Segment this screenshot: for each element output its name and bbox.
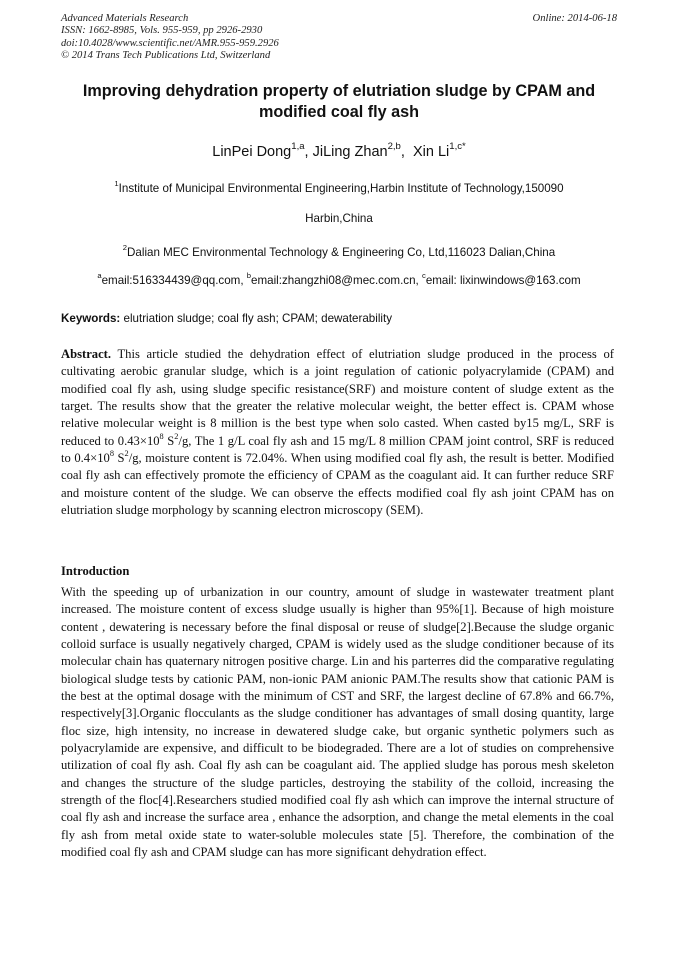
journal-header — [61, 13, 617, 63]
keywords-label: Keywords: — [61, 312, 121, 325]
email-mark: a — [97, 271, 102, 281]
email-link: email:516334439@qq.com, — [101, 274, 247, 287]
introduction-paragraph: With the speeding up of urbanization in our country, amount of sludge in wastewater treatment plant increased. The moisture content of excess sludge usually is higher than 95%[1]. Because of high moisture content , dewatering is necessary before the final disposal or reuse of sludge[2].Because the sludge organic colloid surface is usually negatively charged, CPAM is widely used as the sludge conditioner because of its molecular chain has quaternary nitrogen positive charge. Lin and his parterres did the comparative regulating biological sludge tests by cationic PAM, non-ionic PAM anionic PAM.The results show that cationic PAM is the best at the optimal dosage with the minimum of CST and SRF, the largest decline of 67.8% and 66.7%, respectively[3].Organic flocculants as the sludge conditioner has advantages of small dosing quantity, large floc size, high intensity, no increase in dewatered sludge cake, but organic synthetic polymers such as polyacrylamide are expensive, and difficult to be biodegraded. There are a lot of studies on comprehensive utilization of coal fly ash. Coal fly ash can be coagulant aid. The applied sludge has porous mesh skeleton and changes the structure of the sludge particles, destroying the stability of the colloid, increasing the strength of the floc[4].Researchers studied modified coal fly ash which can improve the internal structure of coal fly ash and increase the surface area , enhance the adsorption, and change the metal elements in the coal fly ash from metal oxide state to water-soluble molecules state [5]. Therefore, the combination of the modified coal fly ash and CPAM sludge can has more significant dehydration effect. — [61, 585, 614, 860]
exponent: 2 — [174, 431, 179, 441]
paper-title — [61, 81, 617, 123]
affiliation-text: Institute of Municipal Environmental Engineering,Harbin Institute of Technology,150090 — [118, 182, 564, 195]
affiliation-text: Dalian MEC Environmental Technology & Engineering Co, Ltd,116023 Dalian,China — [127, 246, 556, 259]
affiliation-2 — [40, 243, 638, 259]
exponent: 8 — [109, 449, 114, 459]
author-name: JiLing Zhan — [312, 144, 388, 160]
abstract-text: /g, moisture content is 72.04%. When using modified coal fly ash, the result is better. Modified coal fly ash can effectively promote the efficiency of CPAM as the coagulant aid. It can further reduce SRF and moisture content of the sludge. We can observe the effects modified coal fly ash joint CPAM has on elutriation sludge morphology by scanning electron microscopy (SEM). — [61, 451, 614, 518]
abstract-text: This article studied the dehydration effect of elutriation sludge produced in the process of cultivating aerobic granular sludge, which is a joint regulation of cationic polyacrylamide (CPAM) and modified coal fly ash, using sludge specific resistance(SRF) and moisture content of sludge extent as the target. The results show that the greater the relative molecular weight, the better effect is. CPAM whose relative molecular weight is 8 million is the best type when solo casted. When casted by15 mg/L, SRF is reduced to 0.43×10 — [61, 347, 614, 448]
abstract-paragraph — [61, 346, 614, 519]
email-link: email:zhangzhi08@mec.com.cn, — [251, 274, 422, 287]
doi-line: doi:10.4028/www.scientific.net/AMR.955-959.2926 — [61, 37, 279, 49]
email-mark: c — [421, 271, 426, 281]
copyright-line: © 2014 Trans Tech Publications Ltd, Switzerland — [61, 50, 271, 62]
email-list — [40, 271, 638, 287]
author-sup: 1,c* — [449, 141, 466, 153]
affiliation-1-continued: Harbin,China — [305, 212, 373, 225]
title-line-2: modified coal fly ash — [258, 103, 420, 121]
abstract-label: Abstract. — [61, 347, 112, 361]
keywords — [61, 312, 392, 325]
exponent: 8 — [159, 431, 164, 441]
author-list: LinPei Dong$^{1,a}$, JiLing Zhan$^{2,b}$, Xin $Li^{1,c*}$ — [212, 141, 466, 160]
journal-name: Advanced Materials Research — [61, 13, 189, 24]
abstract-text: S — [113, 451, 125, 466]
issn-line: ISSN: 1662-8985, Vols. 955-959, pp 2926-2930 — [61, 25, 263, 37]
author-name: LinPei Dong — [212, 144, 292, 160]
email-link: email: lixinwindows@163.com — [425, 274, 581, 287]
author-sup: 1,a — [291, 141, 305, 153]
affiliation-mark: 1 — [114, 179, 119, 189]
abstract-text: /g, The 1 g/L coal fly ash and 15 mg/L 8 million CPAM joint control, SRF is reduced to 0.4×10 — [61, 433, 615, 466]
author-sup: 2,b — [387, 141, 401, 153]
affiliation-1 — [40, 179, 638, 195]
email-mark: b — [246, 271, 252, 281]
section-heading-introduction: Introduction — [61, 564, 130, 578]
keywords-text: elutriation sludge; coal fly ash; CPAM; dewaterability — [120, 312, 393, 325]
online-date: Online: 2014-06-18 — [532, 13, 617, 24]
author-name: Xin Li — [412, 144, 450, 160]
title-line-1: Improving dehydration property of elutriation sludge by CPAM and — [82, 82, 596, 100]
abstract-text: S — [163, 433, 175, 448]
affiliation-mark: 2 — [122, 243, 128, 253]
exponent: 2 — [124, 449, 129, 459]
